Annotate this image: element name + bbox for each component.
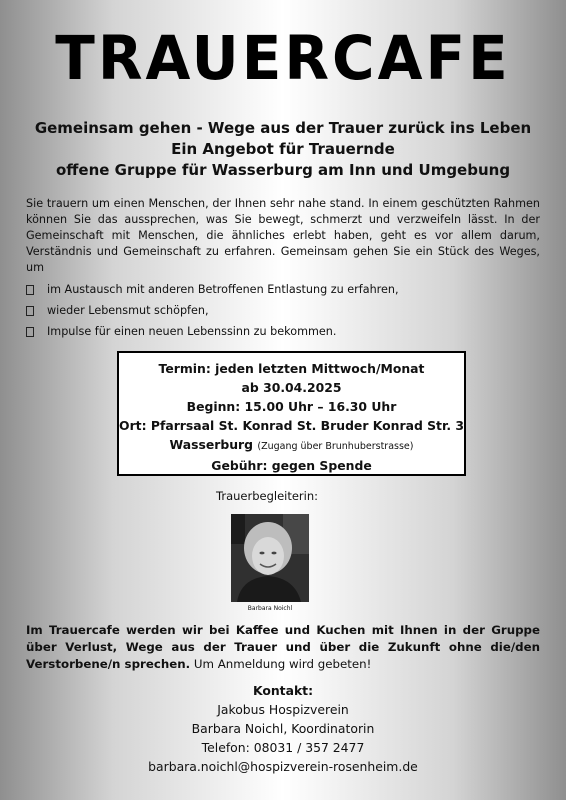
- contact-person: Barbara Noichl, Koordinatorin: [191, 721, 375, 736]
- photo-caption: Barbara Noichl: [247, 605, 293, 612]
- companion-label: Trauerbegleiterin:: [216, 489, 319, 503]
- bullet-text: Impulse für einen neuen Lebenssinn zu bekommen.: [47, 325, 337, 338]
- contact-org: Jakobus Hospizverein: [217, 702, 349, 717]
- info-fee: Gebühr: gegen Spende: [211, 458, 372, 473]
- bullet-text: im Austausch mit anderen Betroffenen Entlastung zu erfahren,: [47, 283, 399, 296]
- headline-3: offene Gruppe für Wasserburg am Inn und Umgebung: [55, 161, 511, 179]
- headline-block: [0, 118, 566, 181]
- contact-heading: Kontakt:: [252, 683, 314, 698]
- list-item: [26, 282, 540, 298]
- logo-title: TRAUERCAFE: [55, 22, 511, 94]
- headline-2: Ein Angebot für Trauernde: [171, 140, 395, 158]
- companion-photo: [231, 514, 309, 602]
- closing-note: Um Anmeldung wird gebeten!: [193, 657, 372, 671]
- headline-1: Gemeinsam gehen - Wege aus der Trauer zurück ins Leben: [34, 119, 532, 137]
- closing-bold-text: Im Trauercafe werden wir bei Kaffee und Kuchen mit Ihnen in der Gruppe über Verlust, Wege aus der Trauer und über die Zukunft ohne die/den Verstorbene/n sprechen.: [26, 623, 540, 671]
- info-termin: Termin: jeden letzten Mittwoch/Monat: [158, 361, 425, 376]
- closing-paragraph: [26, 622, 540, 673]
- bullet-box-icon: [26, 327, 34, 337]
- event-info-box: [117, 351, 466, 476]
- intro-paragraph: Sie trauern um einen Menschen, der Ihnen sehr nahe stand. In einem geschützten Rahmen können Sie das aussprechen, was Sie bewegt, schmerzt und verzweifeln lässt. In der Gemeinschaft mit Menschen, die ähnliches erlebt haben, geht es vor allem darum, Verständnis und Gemeinschaft zu erfahren. Gemeinsam gehen Sie ein Stück des Weges, um: [26, 197, 540, 274]
- bullet-text: wieder Lebensmut schöpfen,: [47, 304, 209, 317]
- bullet-box-icon: [26, 306, 34, 316]
- contact-email: barbara.noichl@hospizverein-rosenheim.de: [148, 759, 418, 774]
- contact-block: [0, 681, 566, 776]
- info-access-note: (Zugang über Brunhuberstrasse): [257, 441, 414, 452]
- info-location: Ort: Pfarrsaal St. Konrad St. Bruder Konrad Str. 3: [119, 418, 464, 433]
- bullet-box-icon: [26, 285, 34, 295]
- info-start: ab 30.04.2025: [241, 380, 342, 395]
- contact-phone: Telefon: 08031 / 357 2477: [201, 740, 365, 755]
- list-item: [26, 303, 540, 319]
- info-city: Wasserburg: [169, 437, 254, 452]
- list-item: [26, 324, 540, 340]
- portrait-image: [231, 514, 309, 602]
- bullet-list: [26, 282, 540, 345]
- info-time: Beginn: 15.00 Uhr – 16.30 Uhr: [186, 399, 397, 414]
- info-city-line: [119, 435, 464, 456]
